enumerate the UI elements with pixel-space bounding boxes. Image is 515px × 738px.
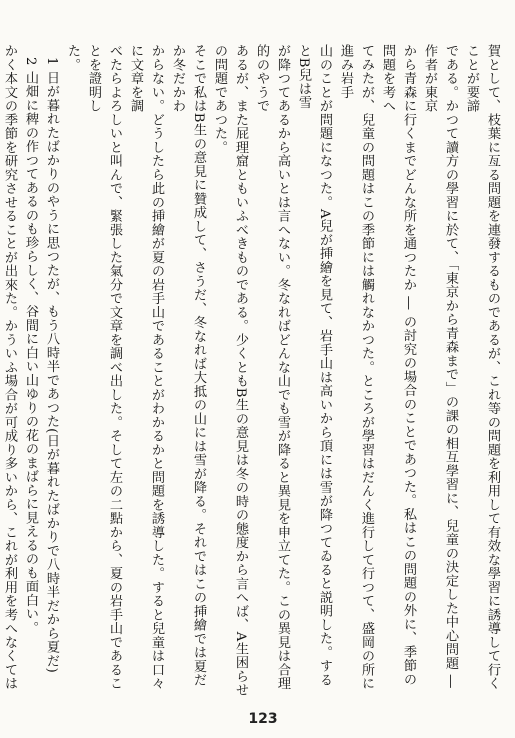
- text-line: た。: [65, 44, 80, 72]
- list-item: 2 山畑に稗の作つてあるのも珍らしく、谷間に白い山ゆりの花のまばらに見えるのも面白い。: [23, 57, 38, 635]
- vertical-text-block: [2, 44, 503, 699]
- text-line: 山のことが問題になつた。A兒が挿繪を見て、岩手山は高いから頂には雪が降つてゐると説明した。するとB兒は雪: [296, 44, 332, 687]
- text-line: である。かつて讀方の學習に於て、「東京から青森まで」の課の相互學習に、兒童の決定した中心問題 ― 作者が東京: [422, 44, 458, 689]
- text-line: そこで私はB生の意見に贊成して、さうだ、冬なれば大抵の山には雪が降る。それではこの挿繪では夏だか冬だかわ: [170, 44, 206, 687]
- text-line: が降つてあるから高いとは言へない。冬なればどんな山でも雪が降ると異見を申立てた。この異見は合理的のやうで: [254, 44, 290, 691]
- text-line: あるが、また屁理窟ともいふべきものである。少くともB生の意見は冬の時の態度から言へば、A生困らせの問題であつた。: [212, 44, 248, 697]
- text-line: から青森に行くまでどんな所を通つたか ― の討究の場合のことであつた。私はこの問題の外に、季節の問題を考へ: [380, 44, 416, 686]
- page-number: 123: [248, 711, 278, 727]
- text-line: 賀として、枝葉に亙る問題を連發するものであるが、これ等の問題を利用して有效な學習に誘導して行くことが要諦: [464, 44, 500, 691]
- text-line: てみたが、兒童の問題はこの季節には觸れなかつた。ところが學習はだんく進行して行つて、盛岡の所に進み岩手: [338, 44, 374, 691]
- text-line: かく本文の季節を研究させることが出來た。かういふ場合が可成り多いから、これが利用を考へなくては: [2, 44, 17, 691]
- list-item: 1 日が暮れたばかりのやうに思つたが、もう八時半であつた(日が暮れたばかりで八時半だから夏だ): [44, 57, 59, 674]
- text-line: べたらよろしいと叫んで、緊張した氣分で文章を調べ出した。そして左の二點から、夏の岩手山であることを證明し: [86, 44, 122, 691]
- text-line: からない。どうしたら此の挿繪が夏の岩手山であることがわかるかと問題を誘導した。すると兒童は口々に文章を調: [128, 44, 164, 691]
